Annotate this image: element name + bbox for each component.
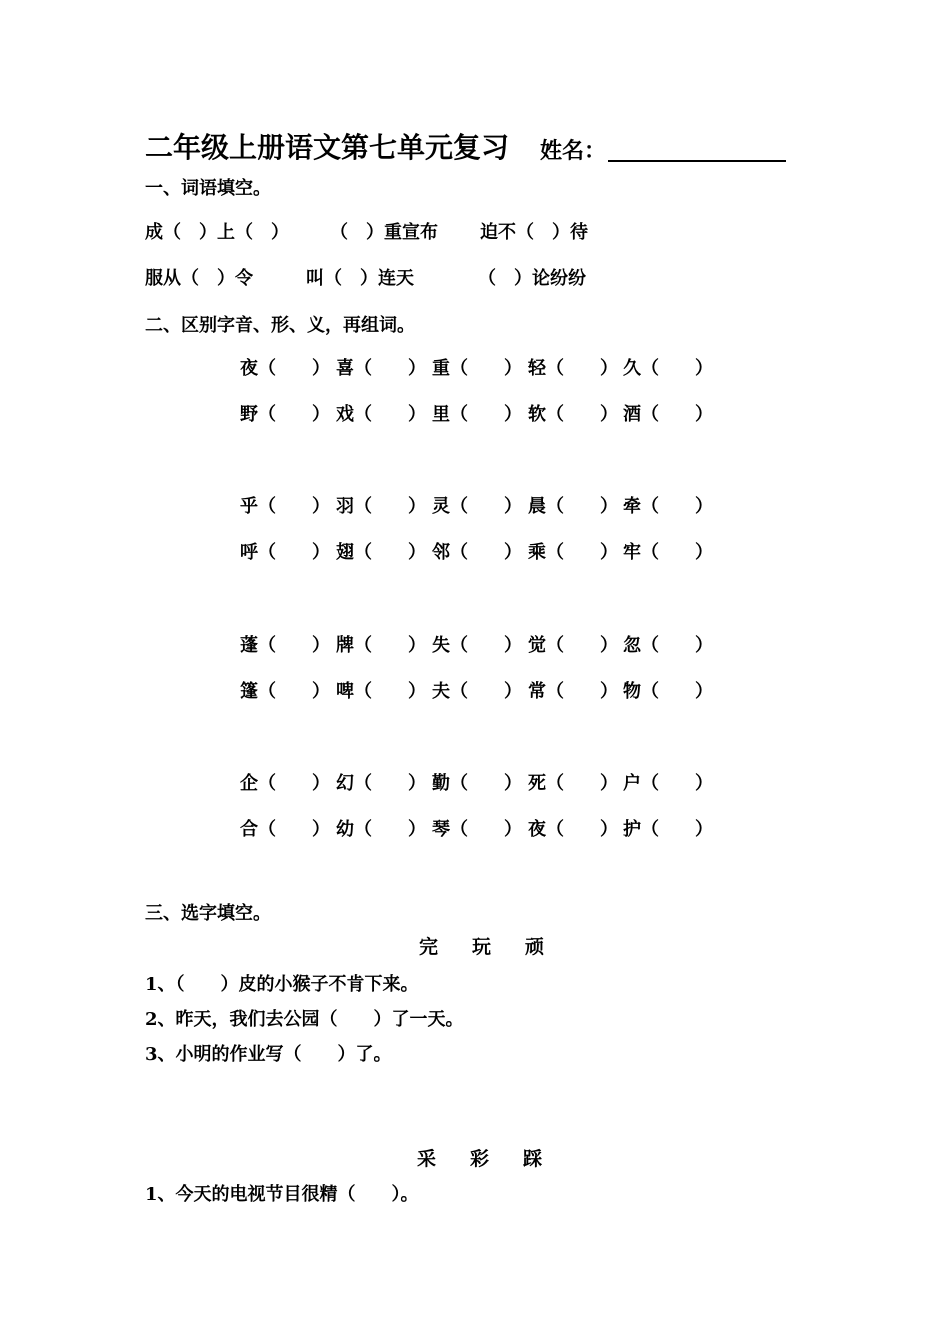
char: 乎: [240, 496, 258, 517]
char: 物: [623, 681, 641, 702]
char-cell: [623, 633, 713, 659]
char: 戏: [336, 404, 354, 425]
option-char: 玩: [471, 936, 491, 958]
char: 轻: [528, 358, 546, 379]
char: 重: [432, 358, 450, 379]
option-char: 完: [418, 936, 438, 958]
answer-paren: （ ）: [450, 542, 522, 563]
char: 牌: [336, 635, 354, 656]
word-options: [402, 934, 561, 960]
char-cell: [336, 633, 426, 659]
answer-paren: （ ）: [546, 681, 618, 702]
section3-heading: 三、选字填空。: [145, 903, 271, 924]
char-cell: [336, 540, 426, 566]
char-cell: [528, 540, 618, 566]
option-char: 顽: [524, 936, 544, 958]
answer-paren: （ ）: [354, 681, 426, 702]
answer-paren: （ ）: [641, 404, 713, 425]
char: 呼: [240, 542, 258, 563]
answer-paren: （ ）: [258, 635, 330, 656]
char-cell: [528, 633, 618, 659]
char-cell: [336, 679, 426, 705]
answer-paren: （ ）: [546, 358, 618, 379]
char: 户: [623, 773, 641, 794]
answer-paren: （ ）: [354, 404, 426, 425]
answer-paren: （ ）: [354, 773, 426, 794]
char: 野: [240, 404, 258, 425]
char-cell: [240, 679, 330, 705]
answer-paren: （ ）: [258, 404, 330, 425]
answer-paren: （ ）: [258, 358, 330, 379]
char: 夜: [528, 819, 546, 840]
char-cell: [528, 494, 618, 520]
answer-paren: （ ）: [546, 542, 618, 563]
answer-paren: （ ）: [546, 404, 618, 425]
char-cell: [528, 402, 618, 428]
char-cell: [623, 771, 713, 797]
char-cell: [240, 771, 330, 797]
page-title: 二年级上册语文第七单元复习: [145, 131, 510, 164]
char: 夫: [432, 681, 450, 702]
answer-paren: （ ）: [641, 681, 713, 702]
fill-item: 叫（ ）连天: [306, 268, 414, 289]
char-cell: [528, 817, 618, 843]
char: 觉: [528, 635, 546, 656]
answer-paren: （ ）: [641, 773, 713, 794]
option-char: 踩: [522, 1148, 542, 1170]
char-cell: [623, 356, 713, 382]
char-cell: [432, 402, 522, 428]
sentence-item: 1、（ ）皮的小猴子不肯下来。: [145, 974, 419, 995]
answer-paren: （ ）: [546, 496, 618, 517]
char-cell: [623, 817, 713, 843]
char: 久: [623, 358, 641, 379]
char: 晨: [528, 496, 546, 517]
char: 常: [528, 681, 546, 702]
answer-paren: （ ）: [641, 819, 713, 840]
answer-paren: （ ）: [450, 681, 522, 702]
name-blank[interactable]: [608, 160, 786, 162]
answer-paren: （ ）: [546, 819, 618, 840]
answer-paren: （ ）: [450, 496, 522, 517]
char: 勤: [432, 773, 450, 794]
char: 护: [623, 819, 641, 840]
fill-item: （ ）论纷纷: [478, 268, 586, 289]
answer-paren: （ ）: [641, 358, 713, 379]
char-cell: [240, 540, 330, 566]
char-cell: [623, 679, 713, 705]
char-cell: [432, 817, 522, 843]
sentence-item: 1、今天的电视节目很精（ ）。: [145, 1184, 419, 1205]
char: 邻: [432, 542, 450, 563]
char-cell: [432, 356, 522, 382]
answer-paren: （ ）: [258, 681, 330, 702]
char-cell: [432, 679, 522, 705]
char-cell: [432, 771, 522, 797]
char: 牢: [623, 542, 641, 563]
char: 喜: [336, 358, 354, 379]
answer-paren: （ ）: [641, 542, 713, 563]
answer-paren: （ ）: [354, 635, 426, 656]
char-cell: [528, 771, 618, 797]
char: 软: [528, 404, 546, 425]
char: 失: [432, 635, 450, 656]
char-cell: [240, 356, 330, 382]
char: 乘: [528, 542, 546, 563]
char: 牵: [623, 496, 641, 517]
char: 企: [240, 773, 258, 794]
char: 灵: [432, 496, 450, 517]
option-char: 采: [416, 1148, 436, 1170]
answer-paren: （ ）: [354, 542, 426, 563]
char: 忽: [623, 635, 641, 656]
answer-paren: （ ）: [450, 358, 522, 379]
option-char: 彩: [469, 1148, 489, 1170]
char: 幻: [336, 773, 354, 794]
char: 啤: [336, 681, 354, 702]
char-cell: [432, 540, 522, 566]
fill-item: 成（ ）上（ ）: [145, 222, 289, 243]
char: 篷: [240, 681, 258, 702]
answer-paren: （ ）: [354, 358, 426, 379]
char: 酒: [623, 404, 641, 425]
answer-paren: （ ）: [450, 773, 522, 794]
char: 幼: [336, 819, 354, 840]
char-cell: [623, 540, 713, 566]
fill-item: （ ）重宣布: [330, 222, 438, 243]
char-cell: [240, 817, 330, 843]
answer-paren: （ ）: [450, 404, 522, 425]
sentence-item: 2、昨天，我们去公园（ ）了一天。: [145, 1009, 464, 1030]
name-label: 姓名：: [540, 138, 607, 164]
char: 羽: [336, 496, 354, 517]
sentence-item: 3、小明的作业写（ ）了。: [145, 1044, 392, 1065]
section1-heading: 一、词语填空。: [145, 178, 271, 199]
char: 死: [528, 773, 546, 794]
answer-paren: （ ）: [450, 819, 522, 840]
char-cell: [623, 402, 713, 428]
answer-paren: （ ）: [450, 635, 522, 656]
char-cell: [432, 633, 522, 659]
answer-paren: （ ）: [258, 773, 330, 794]
char: 夜: [240, 358, 258, 379]
word-options: [400, 1146, 559, 1172]
answer-paren: （ ）: [258, 496, 330, 517]
char-cell: [528, 679, 618, 705]
char-cell: [336, 771, 426, 797]
answer-paren: （ ）: [546, 635, 618, 656]
char-cell: [240, 633, 330, 659]
answer-paren: （ ）: [258, 542, 330, 563]
answer-paren: （ ）: [641, 635, 713, 656]
char: 翅: [336, 542, 354, 563]
fill-item: 服从（ ）令: [145, 268, 253, 289]
char: 合: [240, 819, 258, 840]
char-cell: [623, 494, 713, 520]
section2-heading: 二、区别字音、形、义，再组词。: [145, 315, 415, 336]
char-cell: [432, 494, 522, 520]
char: 琴: [432, 819, 450, 840]
char: 蓬: [240, 635, 258, 656]
char-cell: [240, 494, 330, 520]
answer-paren: （ ）: [354, 819, 426, 840]
answer-paren: （ ）: [354, 496, 426, 517]
char-cell: [240, 402, 330, 428]
char-cell: [336, 817, 426, 843]
char: 里: [432, 404, 450, 425]
answer-paren: （ ）: [546, 773, 618, 794]
char-cell: [336, 494, 426, 520]
answer-paren: （ ）: [258, 819, 330, 840]
char-cell: [336, 356, 426, 382]
char-cell: [528, 356, 618, 382]
char-cell: [336, 402, 426, 428]
fill-item: 迫不（ ）待: [480, 222, 588, 243]
answer-paren: （ ）: [641, 496, 713, 517]
